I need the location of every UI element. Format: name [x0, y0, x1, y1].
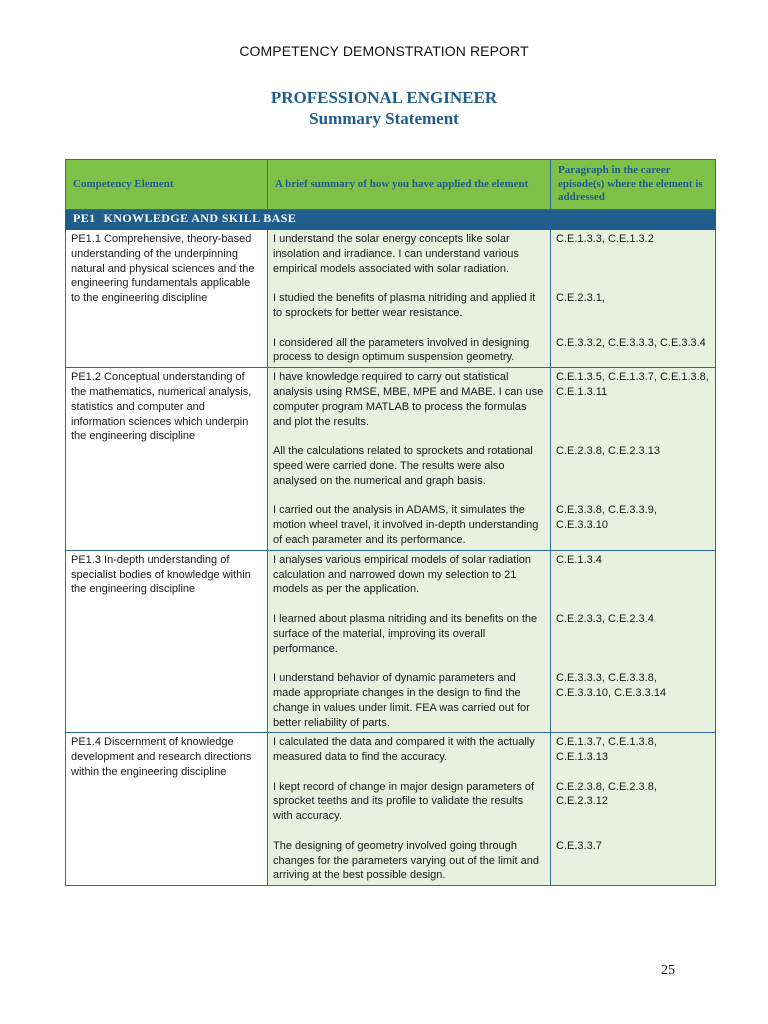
- table-row: [66, 733, 716, 886]
- competency-element-cell: PE1.3 In-depth understanding of specialist bodies of knowledge within the engineering discipline: [66, 550, 268, 733]
- summary-cell: [268, 550, 551, 733]
- competency-element-cell: PE1.2 Conceptual understanding of the mathematics, numerical analysis, statistics and computer and information sciences which underpin the engineering discipline: [66, 368, 268, 551]
- paragraph-reference: C.E.1.3.5, C.E.1.3.7, C.E.1.3.8, C.E.1.3.11: [556, 371, 709, 398]
- table-row: [66, 230, 716, 368]
- summary-entry: I kept record of change in major design parameters of sprocket teeths and its profile to validate the results with accuracy.: [273, 780, 535, 823]
- summary-entry: I analyses various empirical models of solar radiation calculation and narrowed down my selection to 21 models as per the application.: [273, 553, 532, 596]
- paragraph-reference-cell: [551, 230, 716, 368]
- page-number: 25: [661, 963, 675, 978]
- paragraph-reference: C.E.1.3.4: [556, 553, 602, 566]
- column-header-summary: A brief summary of how you have applied the element: [268, 160, 551, 210]
- summary-entry: I understand the solar energy concepts like solar insolation and irradiance. I can understand various empirical models associated with solar radiation.: [273, 233, 519, 275]
- paragraph-reference-cell: [551, 550, 716, 733]
- table-body: [66, 230, 716, 886]
- paragraph-reference: C.E.3.3.2, C.E.3.3.3, C.E.3.3.4: [556, 336, 706, 349]
- paragraph-reference: C.E.2.3.8, C.E.2.3.13: [556, 445, 660, 458]
- column-header-element: Competency Element: [66, 160, 268, 210]
- report-header: COMPETENCY DEMONSTRATION REPORT: [239, 43, 529, 59]
- paragraph-reference: C.E.3.3.7: [556, 839, 602, 852]
- section-code: PE1: [73, 211, 96, 225]
- page-title: [0, 87, 768, 129]
- paragraph-reference: C.E.1.3.7, C.E.1.3.8, C.E.1.3.13: [556, 736, 657, 764]
- paragraph-reference-cell: [551, 733, 716, 886]
- title-line-2: Summary Statement: [309, 109, 459, 128]
- competency-element-cell: PE1.4 Discernment of knowledge development and research directions within the engineering discipline: [66, 733, 268, 886]
- summary-entry: I studied the benefits of plasma nitriding and applied it to sprockets for better wear resistance.: [273, 292, 536, 319]
- paragraph-reference-cell: [551, 368, 716, 551]
- summary-entry: I considered all the parameters involved in designing process to design optimum suspension geometry.: [273, 336, 530, 364]
- summary-entry: All the calculations related to sprockets and rotational speed were carried done. The results were also analysed on the numerical and graph basis.: [273, 445, 533, 487]
- table-row: [66, 550, 716, 733]
- column-header-paragraph: Paragraph in the career episode(s) where the element is addressed: [551, 160, 716, 210]
- summary-entry: I understand behavior of dynamic parameters and made appropriate changes in the design to find the change in values under limit. FEA was carried out for better reliability of parts.: [273, 672, 530, 729]
- title-line-1: PROFESSIONAL ENGINEER: [270, 88, 498, 107]
- table-header-row: [66, 160, 716, 210]
- paragraph-reference: C.E.2.3.8, C.E.2.3.8, C.E.2.3.12: [556, 780, 657, 808]
- summary-entry: I carried out the analysis in ADAMS, it simulates the motion wheel travel, it involved in-depth understanding of each parameter and its performance.: [273, 504, 539, 546]
- summary-cell: [268, 230, 551, 368]
- paragraph-reference: C.E.2.3.1,: [556, 292, 605, 305]
- paragraph-reference: C.E.1.3.3, C.E.1.3.2: [556, 233, 654, 245]
- section-heading: [66, 210, 716, 230]
- summary-entry: I calculated the data and compared it with the actually measured data to find the accuracy.: [273, 736, 535, 764]
- summary-entry: I have knowledge required to carry out statistical analysis using RMSE, MBE, MPE and MABE. I can use computer program MATLAB to process the formulas and plot the results.: [273, 371, 544, 428]
- summary-entry: I learned about plasma nitriding and its benefits on the surface of the material, improving its overall performance.: [273, 612, 538, 655]
- summary-entry: The designing of geometry involved going through changes for the parameters varying out of the limit and arriving at the best possible design.: [273, 839, 539, 882]
- paragraph-reference: C.E.3.3.8, C.E.3.3.9, C.E.3.3.10: [556, 504, 657, 532]
- competency-element-cell: PE1.1 Comprehensive, theory-based understanding of the underpinning natural and physical sciences and the engineering fundamentals applicable to the engineering discipline: [66, 230, 268, 368]
- paragraph-reference: C.E.3.3.3, C.E.3.3.8, C.E.3.3.10, C.E.3.3.14: [556, 672, 667, 699]
- summary-cell: [268, 368, 551, 551]
- section-title: KNOWLEDGE AND SKILL BASE: [103, 211, 297, 225]
- summary-table: [65, 159, 716, 886]
- paragraph-reference: C.E.2.3.3, C.E.2.3.4: [556, 612, 654, 625]
- table-row: [66, 368, 716, 551]
- section-row: [66, 210, 716, 230]
- summary-cell: [268, 733, 551, 886]
